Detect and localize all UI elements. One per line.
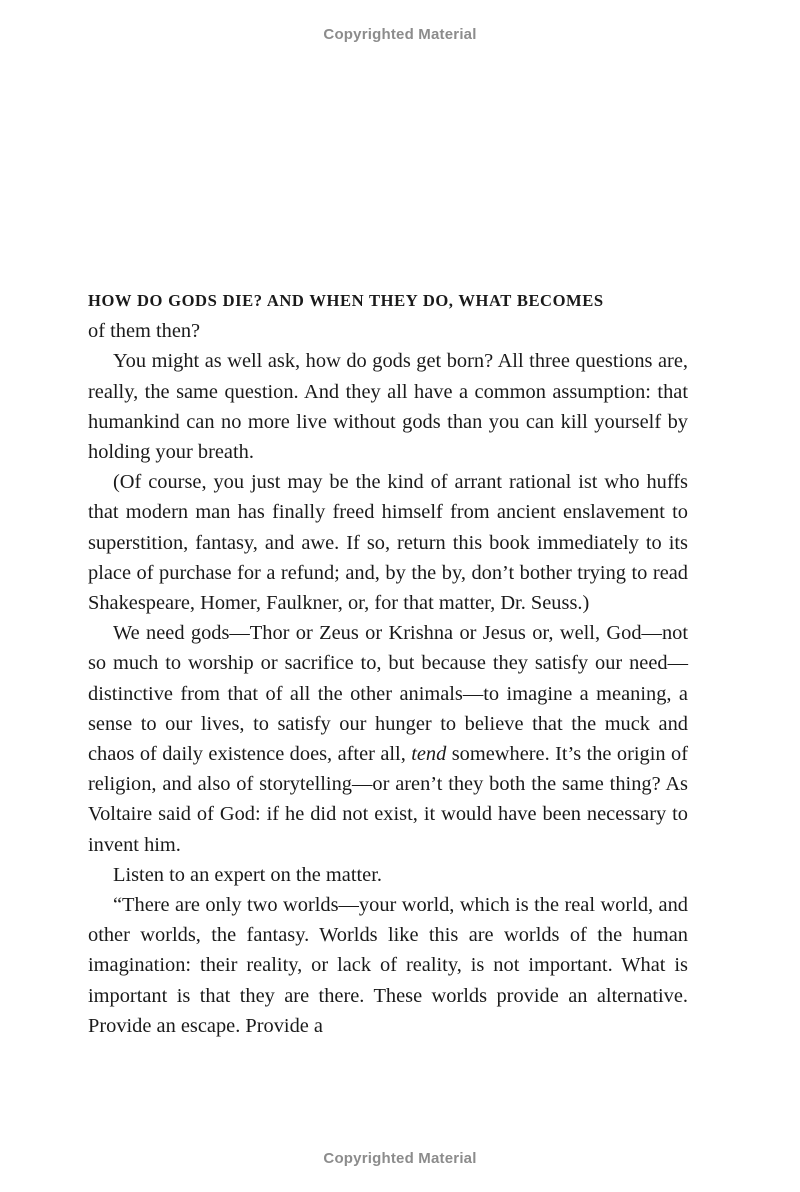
paragraph-gods-born: You might as well ask, how do gods get born? All three questions are, really, the same question. And they all have a common assumption: that humankind can no more live without gods than you can kill yourself by holding your breath. [88,350,688,464]
page-body [88,286,688,1041]
paragraph-need-gods-end: somewhere. It’s the origin of religion, and also of storytelling—or aren’t they both the same thing? As Voltaire said of God: if he did not exist, it would have been necessary to invent him. [88,743,688,856]
paragraph-listen-expert: Listen to an expert on the matter. [113,863,382,886]
opening-small-caps: HOW DO GODS DIE? AND WHEN THEY DO, WHAT BECOMES [88,291,604,310]
copyright-watermark-bottom: Copyrighted Material [323,1150,477,1167]
italic-tend: tend [411,743,447,766]
paragraph-need-gods-start: We need gods—Thor or Zeus or Krishna or Jesus or, well, God—not so much to worship or sacrifice to, but because they satisfy our need—distinctive from that of all the other animals—to imagine a meaning, a sense to our lives, to satisfy our hunger to believe that the muck and chaos of daily existence does, after all, [88,622,688,766]
opening-rest: of them then? [88,320,201,343]
paragraph-rationalist: (Of course, you just may be the kind of arrant rational ist who huffs that modern man has finally freed himself from ancient enslavement to superstition, fantasy, and awe. If so, return this book immediately to its place of purchase for a refund; and, by the by, don’t bother trying to read Shakespeare, Homer, Faulkner, or, for that matter, Dr. Seuss.) [88,471,688,615]
opening-paragraph [88,286,688,346]
paragraph-two-worlds-quote: “There are only two worlds—your world, which is the real world, and other worlds, the fantasy. Worlds like this are worlds of the human imagination: their reality, or lack of reality, is not important. What is important is that they are there. These worlds provide an alternative. Provide an escape. Provide a [88,894,688,1037]
copyright-watermark-top: Copyrighted Material [323,26,477,43]
paragraph-need-gods [88,618,688,860]
